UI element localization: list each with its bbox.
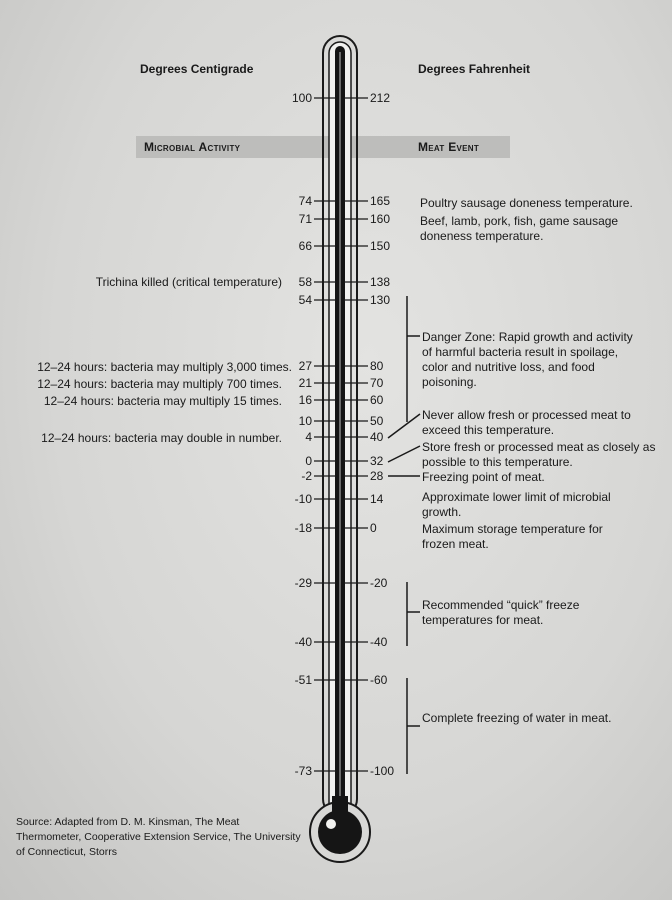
celsius-value: 74 [298, 194, 312, 208]
danger-zone-event: Danger Zone: Rapid growth and activity of harmful bacteria result in spoilage, color and nutritive loss, and food poisoning. [422, 330, 633, 389]
beef-event: Beef, lamb, pork, fish, game sausage doneness temperature. [420, 214, 619, 243]
fahrenheit-value: 14 [370, 492, 384, 506]
fahrenheit-value: 212 [370, 91, 391, 105]
celsius-value: 27 [298, 359, 312, 373]
fahrenheit-value: 50 [370, 414, 384, 428]
bacteria-3000-note: 12–24 hours: bacteria may multiply 3,000 times. [37, 360, 292, 374]
complete-freeze-event: Complete freezing of water in meat. [422, 711, 612, 725]
store-pointer [388, 446, 420, 462]
fahrenheit-value: 160 [370, 212, 391, 226]
fahrenheit-value: 150 [370, 239, 391, 253]
celsius-value: -2 [301, 469, 312, 483]
fahrenheit-value: 32 [370, 454, 384, 468]
celsius-value: -18 [294, 521, 312, 535]
never-exceed-event: Never allow fresh or processed meat to exceed this temperature. [422, 408, 631, 437]
fahrenheit-value: 0 [370, 521, 377, 535]
celsius-value: 0 [305, 454, 312, 468]
fahrenheit-value: 165 [370, 194, 391, 208]
fahrenheit-value: -40 [370, 635, 388, 649]
bacteria-15-note: 12–24 hours: bacteria may multiply 15 times. [43, 394, 282, 408]
bacteria-700-note: 12–24 hours: bacteria may multiply 700 times. [37, 377, 282, 391]
celsius-value: 100 [291, 91, 312, 105]
celsius-value: -51 [294, 673, 312, 687]
centigrade-header: Degrees Centigrade [140, 62, 254, 76]
celsius-value: -73 [294, 764, 312, 778]
fahrenheit-value: 40 [370, 430, 384, 444]
fahrenheit-value: -100 [370, 764, 395, 778]
fahrenheit-value: 138 [370, 275, 391, 289]
celsius-value: -40 [294, 635, 312, 649]
celsius-value: -29 [294, 576, 312, 590]
bacteria-double-note: 12–24 hours: bacteria may double in number. [41, 431, 282, 445]
never-pointer [388, 414, 420, 438]
celsius-value: 10 [298, 414, 312, 428]
fahrenheit-value: 70 [370, 376, 384, 390]
fahrenheit-value: 130 [370, 293, 391, 307]
fahrenheit-header: Degrees Fahrenheit [418, 62, 531, 76]
fahrenheit-value: 60 [370, 393, 384, 407]
lower-limit-event: Approximate lower limit of microbial growth. [422, 490, 611, 519]
microbial-activity-header: Microbial Activity [144, 140, 241, 154]
celsius-value: 21 [298, 376, 312, 390]
fahrenheit-value: -60 [370, 673, 388, 687]
freezing-point-event: Freezing point of meat. [422, 470, 545, 484]
celsius-value: 58 [298, 275, 312, 289]
celsius-value: 54 [298, 293, 312, 307]
thermometer-bulb [318, 810, 362, 854]
store-event: Store fresh or processed meat as closely as possible to this temperature. [422, 440, 656, 469]
poultry-event: Poultry sausage doneness temperature. [420, 196, 633, 210]
fahrenheit-value: -20 [370, 576, 388, 590]
celsius-value: 16 [298, 393, 312, 407]
trichina-note: Trichina killed (critical temperature) [95, 275, 282, 289]
celsius-value: 71 [298, 212, 312, 226]
fahrenheit-value: 28 [370, 469, 384, 483]
celsius-value: -10 [294, 492, 312, 506]
max-storage-event: Maximum storage temperature for frozen meat. [422, 522, 603, 551]
celsius-value: 4 [305, 430, 312, 444]
quick-freeze-event: Recommended “quick” freeze temperatures for meat. [422, 598, 580, 627]
celsius-value: 66 [298, 239, 312, 253]
source-note: Source: Adapted from D. M. Kinsman, The Meat Thermometer, Cooperative Extension Service, The University of Connecticut, Storrs [16, 816, 301, 858]
fahrenheit-value: 80 [370, 359, 384, 373]
meat-event-header: Meat Event [418, 140, 480, 154]
